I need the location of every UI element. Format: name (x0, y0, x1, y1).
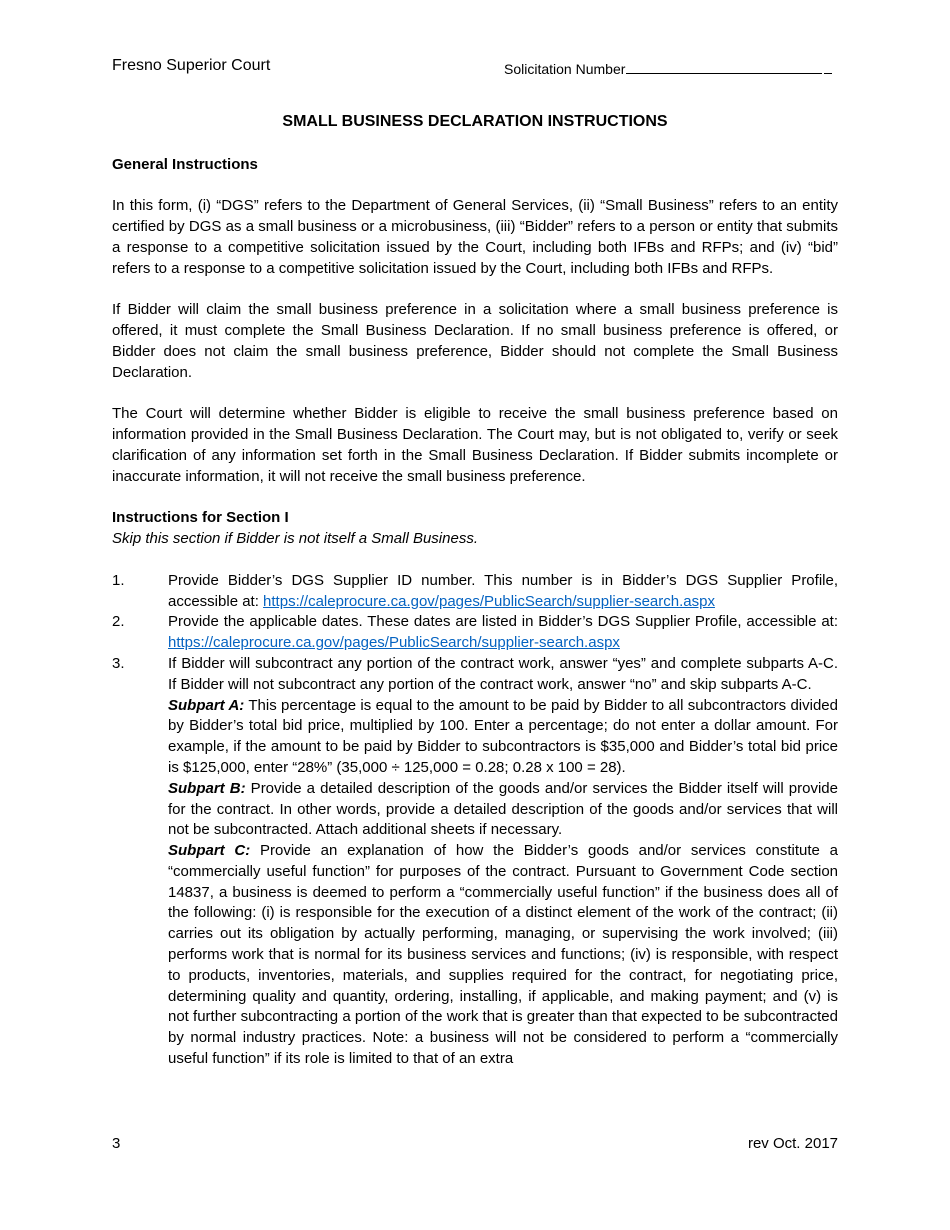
page-header (112, 57, 838, 79)
subpart-c-text: Provide an explanation of how the Bidder’s goods and/or services constitute a “commercially useful function” for purposes of the contract. Pursuant to Government Code section 14837, a business is deemed to perform a “commercially useful function” if the business does all of the following: (i) is responsible for the execution of a distinct element of the work of the contract; (ii) carries out its obligation by actually performing, managing, or supervising the work involved; (iii) performs work that is normal for its business services and functions; (iv) is responsible, with respect to products, inventories, materials, and supplies required for the contract, for negotiating price, determining quality and quantity, ordering, installing, if applicable, and making payment; and (v) is not further subcontracting a portion of the work that is greater than that expected to be subcontracted by normal industry practices. Note: a business will not be considered to perform a “commercially useful function” if its role is limited to that of an extra (168, 842, 838, 1068)
document-body (112, 112, 838, 1070)
subpart-a-label: Subpart A: (168, 696, 245, 714)
solicitation-number-label: Solicitation Number (504, 61, 626, 77)
subpart-b-text: Provide a detailed description of the goods and/or services the Bidder itself will provide for the contract. In other words, provide a detailed description of the goods and/or services that will not be subcontracted. Attach additional sheets if necessary. (168, 779, 838, 839)
subpart-a (168, 696, 838, 779)
subpart-a-text: This percentage is equal to the amount to be paid by Bidder to all subcontractors divided by Bidder’s total bid price, multiplied by 100. Enter a percentage; do not enter a dollar amount. For example, if the amount to be paid by Bidder to subcontractors is $35,000 and Bidder’s total bid price is $125,000, enter “28%” (35,000 ÷ 125,000 = 0.28; 0.28 x 100 = 28). (168, 696, 838, 776)
general-instructions-heading: General Instructions (112, 155, 258, 173)
section-1-heading: Instructions for Section I (112, 509, 289, 527)
subpart-b-label: Subpart B: (168, 779, 246, 797)
supplier-search-link[interactable]: https://caleprocure.ca.gov/pages/PublicSearch/supplier-search.aspx (168, 634, 620, 652)
list-item (112, 571, 838, 613)
solicitation-number-field (504, 59, 832, 77)
list-item (112, 654, 838, 696)
list-item (112, 612, 838, 654)
list-item-text: Provide Bidder’s DGS Supplier ID number. This number is in Bidder’s DGS Supplier Profile, accessible at: (168, 571, 838, 610)
instruction-list (112, 571, 838, 696)
section-1-note: Skip this section if Bidder is not itself a Small Business. (112, 530, 478, 548)
subpart-c-label: Subpart C: (168, 842, 251, 860)
list-item-number: 1. (112, 571, 125, 589)
list-item-text: Provide the applicable dates. These dates are listed in Bidder’s DGS Supplier Profile, accessible at: (168, 613, 838, 631)
general-paragraph-1: In this form, (i) “DGS” refers to the Department of General Services, (ii) “Small Business” refers to an entity certified by DGS as a small business or a microbusiness, (iii) “Bidder” refers to a person or entity that submits a response to a competitive solicitation issued by the Court, including both IFBs and RFPs; and (iv) “bid” refers to a response to a competitive solicitation issued by the Court, including both IFBs and RFPs. (112, 197, 838, 277)
subpart-c (168, 841, 838, 1070)
supplier-search-link[interactable]: https://caleprocure.ca.gov/pages/PublicSearch/supplier-search.aspx (263, 592, 715, 610)
court-name: Fresno Superior Court (112, 57, 271, 74)
subpart-b (168, 779, 838, 841)
page-number: 3 (112, 1135, 121, 1152)
revision-date: rev Oct. 2017 (747, 1135, 838, 1152)
general-paragraph-2: If Bidder will claim the small business preference in a solicitation where a small business preference is offered, it must complete the Small Business Declaration. If no small business preference is offered, or Bidder does not claim the small business preference, Bidder should not complete the Small Business Declaration. (112, 301, 838, 381)
solicitation-number-underscore (824, 59, 832, 74)
general-paragraph-3: The Court will determine whether Bidder is eligible to receive the small business preference based on information provided in the Small Business Declaration. The Court may, but is not obligated to, verify or seek clarification of any information set forth in the Small Business Declaration. If Bidder submits incomplete or inaccurate information, it will not receive the small business preference. (112, 405, 838, 485)
solicitation-number-blank[interactable] (626, 59, 822, 74)
list-item-number: 2. (112, 613, 125, 631)
list-item-text: If Bidder will subcontract any portion of the contract work, answer “yes” and complete subparts A-C. If Bidder will not subcontract any portion of the contract work, answer “no” and skip subparts A-C. (168, 654, 838, 693)
list-item-number: 3. (112, 654, 125, 672)
document-title: SMALL BUSINESS DECLARATION INSTRUCTIONS (282, 113, 668, 130)
